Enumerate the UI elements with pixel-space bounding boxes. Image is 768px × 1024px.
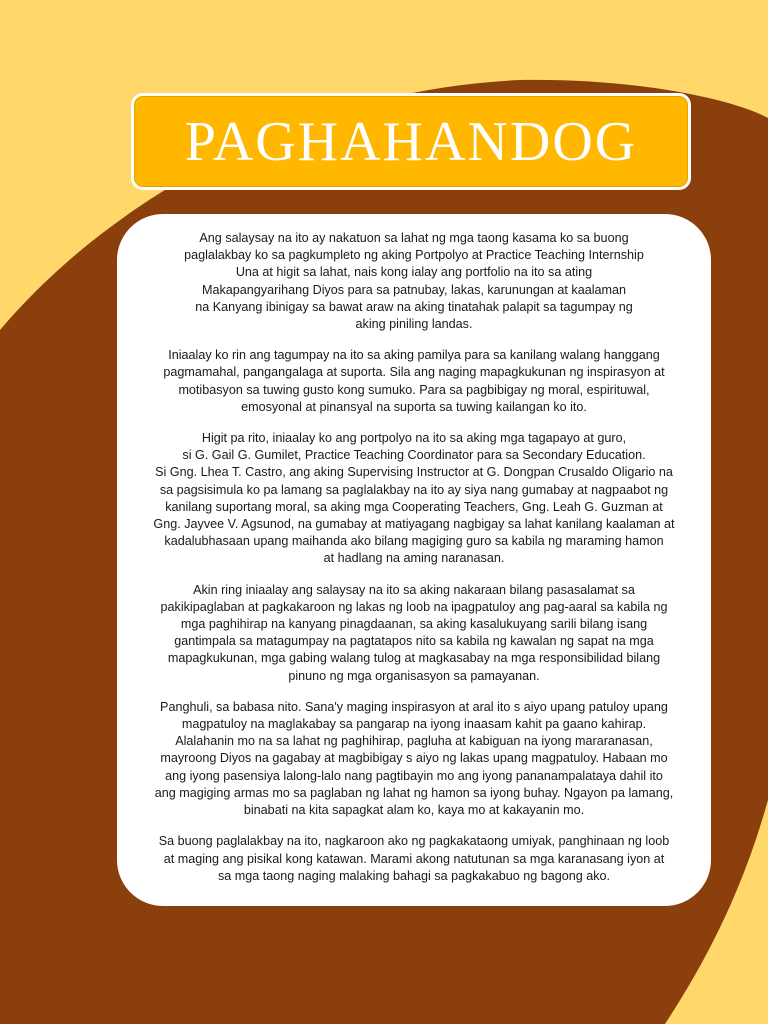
text-line: mga paghihirap na kanyang pinagdaanan, sa aking kasalukuyang sarili bilang isang — [180, 617, 648, 632]
text-line: at hadlang na aming naranasan. — [323, 551, 505, 566]
text-line: mayroong Diyos na gagabay at magbibigay s aiyo ng lakas upang magpatuloy. Habaan mo — [160, 751, 668, 766]
text-line: magpatuloy na maglakabay sa pangarap na iyong inaasam kahit pa gaano kahirap. — [181, 717, 647, 732]
text-line: paglalakbay ko sa pagkumpleto ng aking Portpolyo at Practice Teaching Internship — [184, 248, 644, 263]
text-line: Ang salaysay na ito ay nakatuon sa lahat ng mga taong kasama ko sa buong — [199, 231, 629, 245]
text-line: Makapangyarihang Diyos para sa patnubay, lakas, karunungan at kaalaman — [201, 282, 627, 297]
text-line: aking piniling landas. — [355, 317, 473, 332]
text-line: kanilang suportang moral, sa aking mga Cooperating Teachers, Gng. Leah G. Guzman at — [165, 499, 663, 514]
text-line: mapagkukunan, mga gabing walang tulog at magkasabay na mga responsibilidad bilang — [167, 651, 661, 666]
text-line: Sa buong paglalakbay na ito, nagkaroon ako ng pagkakataong umiyak, panghinaan ng loob — [158, 834, 670, 849]
text-line: ang iyong pasensiya lalong-lalo nang pagtibayin mo ang iyong pananampalataya dahil ito — [165, 768, 663, 783]
page-title: PAGHAHANDOG — [184, 110, 638, 173]
text-line: Panghuli, sa babasa nito. Sana'y maging inspirasyon at aral ito s aiyo upang patuloy upang — [160, 699, 668, 714]
text-line: at maging ang pisikal kong katawan. Marami akong natutunan sa mga karanasang iyon at — [163, 851, 665, 866]
text-line: Iniaalay ko rin ang tagumpay na ito sa aking pamilya para sa kanilang walang hanggang — [168, 348, 660, 363]
paragraph-2 — [141, 347, 687, 416]
paragraph-5 — [141, 699, 687, 819]
text-line: pagmamahal, pangangalaga at suporta. Sila ang naging mapagkukunan ng inspirasyon at — [163, 365, 665, 380]
text-line: gantimpala sa matagumpay na pagtatapos nito sa kabila ng kawalan ng sapat na mga — [174, 634, 654, 649]
paragraph-4 — [141, 582, 687, 685]
paragraph-6 — [141, 833, 687, 885]
text-line: Si Gng. Lhea T. Castro, ang aking Supervising Instructor at G. Dongpan Crusaldo Oligario na — [155, 465, 673, 480]
paragraph-3 — [141, 430, 687, 568]
text-line: sa pagsisimula ko pa lamang sa paglalakbay na ito ay siya nang gumabay at nagpaabot ng — [159, 482, 669, 497]
text-line: Gng. Jayvee V. Agsunod, na gumabay at matiyagang nagbigay sa lahat kanilang kaalaman at — [153, 517, 675, 532]
text-line: binabati na kita sapagkat alam ko, kaya mo at kakayanin mo. — [243, 803, 585, 818]
text-line: na Kanyang ibinigay sa bawat araw na aking tinatahak palapit sa tagumpay ng — [195, 299, 633, 314]
text-line: pinuno ng mga organisasyon sa pamayanan. — [288, 668, 540, 683]
dedication-text — [141, 230, 687, 885]
text-line: Higit pa rito, iniaalay ko ang portpolyo na ito sa aking mga tagapayo at guro, — [201, 431, 627, 446]
text-line: motibasyon sa tuwing gusto kong sumuko. Para sa pagbibigay ng moral, espirituwal, — [178, 382, 650, 397]
dedication-card — [117, 214, 711, 906]
text-line: kadalubhasaan upang maihanda ako bilang magiging guro sa kabila ng maraming hamon — [164, 534, 664, 549]
title-banner — [131, 93, 691, 190]
text-line: Una at higit sa lahat, nais kong ialay ang portfolio na ito sa ating — [235, 265, 593, 280]
text-line: emosyonal at pinansyal na suporta sa tuwing kailangan ko ito. — [241, 399, 587, 414]
text-line: Alalahanin mo na sa lahat ng paghihirap, pagluha at kabiguan na iyong mararanasan, — [175, 734, 653, 749]
text-line: ang magiging armas mo sa paglaban ng lahat ng hamon sa iyong buhay. Ngayon pa lamang, — [154, 785, 674, 800]
paragraph-1 — [141, 230, 687, 333]
text-line: pakikipaglaban at pagkakaroon ng lakas ng loob na ipagpatuloy ang pag-aaral sa kabila ng — [160, 599, 668, 614]
text-line: sa mga taong naging malaking bahagi sa pagkakabuo ng bagong ako. — [217, 868, 611, 883]
text-line: Akin ring iniaalay ang salaysay na ito sa aking nakaraan bilang pasasalamat sa — [193, 582, 635, 597]
text-line: si G. Gail G. Gumilet, Practice Teaching Coordinator para sa Secondary Education. — [182, 448, 646, 463]
